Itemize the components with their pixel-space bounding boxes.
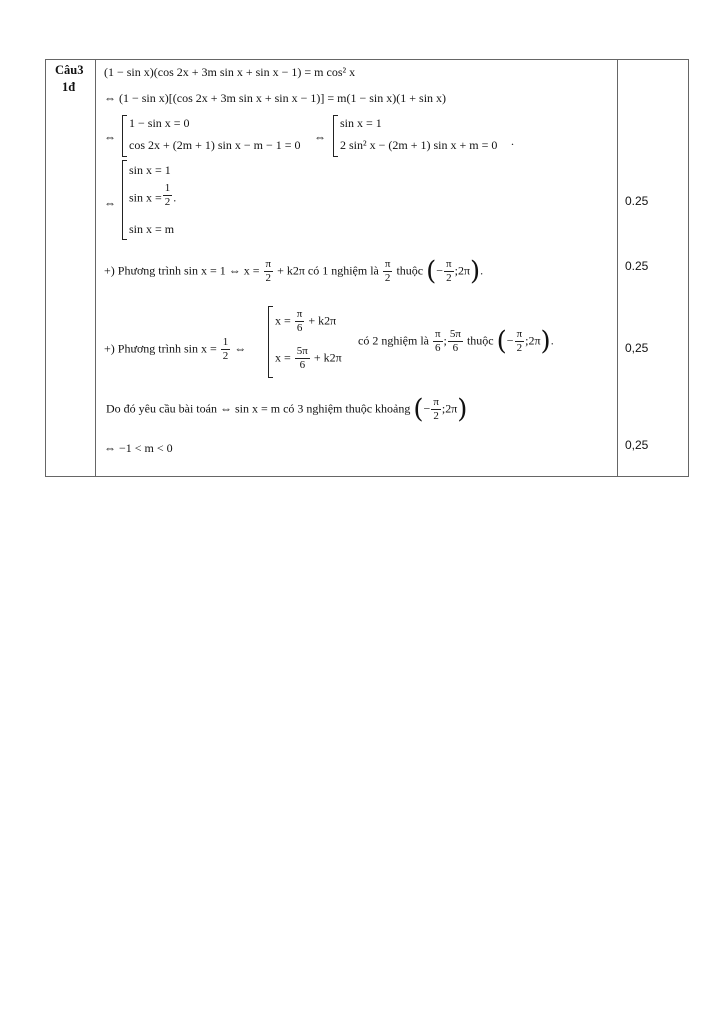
system-bracket (122, 160, 127, 240)
score-3: 0,25 (625, 341, 649, 355)
system-b-eq1: sin x = 1 (340, 116, 382, 130)
case-2: sin x = $\frac{1}{2}$ . (129, 182, 177, 208)
question-label: Câu3 (55, 63, 84, 77)
score-2: 0.25 (625, 259, 649, 273)
column-divider (617, 60, 618, 476)
answer-table (45, 59, 689, 477)
column-divider (95, 60, 96, 476)
system-bracket (122, 115, 127, 157)
system-bracket (268, 306, 273, 378)
score-1: 0.25 (625, 194, 649, 208)
period: . (511, 134, 514, 148)
system-b-eq2: 2 sin² x − (2m + 1) sin x + m = 0 (340, 138, 498, 152)
solution-1: x = $\frac{\pi}{6}$ + k2π (275, 308, 337, 334)
paragraph-1: +) Phương trình sin x = 1 ⇔ x = $\frac{\pi}{2}$ + k2π có 1 nghiệm là $\frac{\pi}{2}$ thuộc (− $\frac{\pi}{2}$ ;2π). (104, 256, 484, 287)
question-points: 1đ (62, 80, 76, 94)
case-1: sin x = 1 (129, 163, 171, 177)
final-answer: ⇔ −1 < m < 0 (104, 441, 173, 455)
equation-line-1: (1 − sin x)(cos 2x + 3m sin x + sin x − 1) = m cos² x (104, 65, 356, 79)
system-a-eq2: cos 2x + (2m + 1) sin x − m − 1 = 0 (129, 138, 301, 152)
solution-2: x = $\frac{5\pi}{6}$ + k2π (275, 345, 342, 371)
case-3: sin x = m (129, 222, 175, 236)
system-bracket (333, 115, 338, 157)
equivalence-symbol: ⇔ (104, 196, 116, 210)
equivalence-symbol: ⇔ (314, 130, 326, 144)
score-4: 0,25 (625, 438, 649, 452)
paragraph-2-lead: +) Phương trình sin x = $\frac{1}{2}$ ⇔ (104, 336, 247, 362)
system-a-eq1: 1 − sin x = 0 (129, 116, 190, 130)
equation-line-2: ⇔ (1 − sin x)[(cos 2x + 3m sin x + sin x − 1)] = m(1 − sin x)(1 + sin x) (104, 91, 447, 105)
paragraph-3: Do đó yêu cầu bài toán ⇔ sin x = m có 3 nghiệm thuộc khoảng (− $\frac{\pi}{2}$ ;2π) (106, 394, 468, 425)
paragraph-2-tail: có 2 nghiệm là $\frac{\pi}{6}$ ; $\frac{5\pi}{6}$ thuộc (− $\frac{\pi}{2}$ ;2π). (358, 326, 554, 357)
equivalence-symbol: ⇔ (104, 130, 116, 144)
